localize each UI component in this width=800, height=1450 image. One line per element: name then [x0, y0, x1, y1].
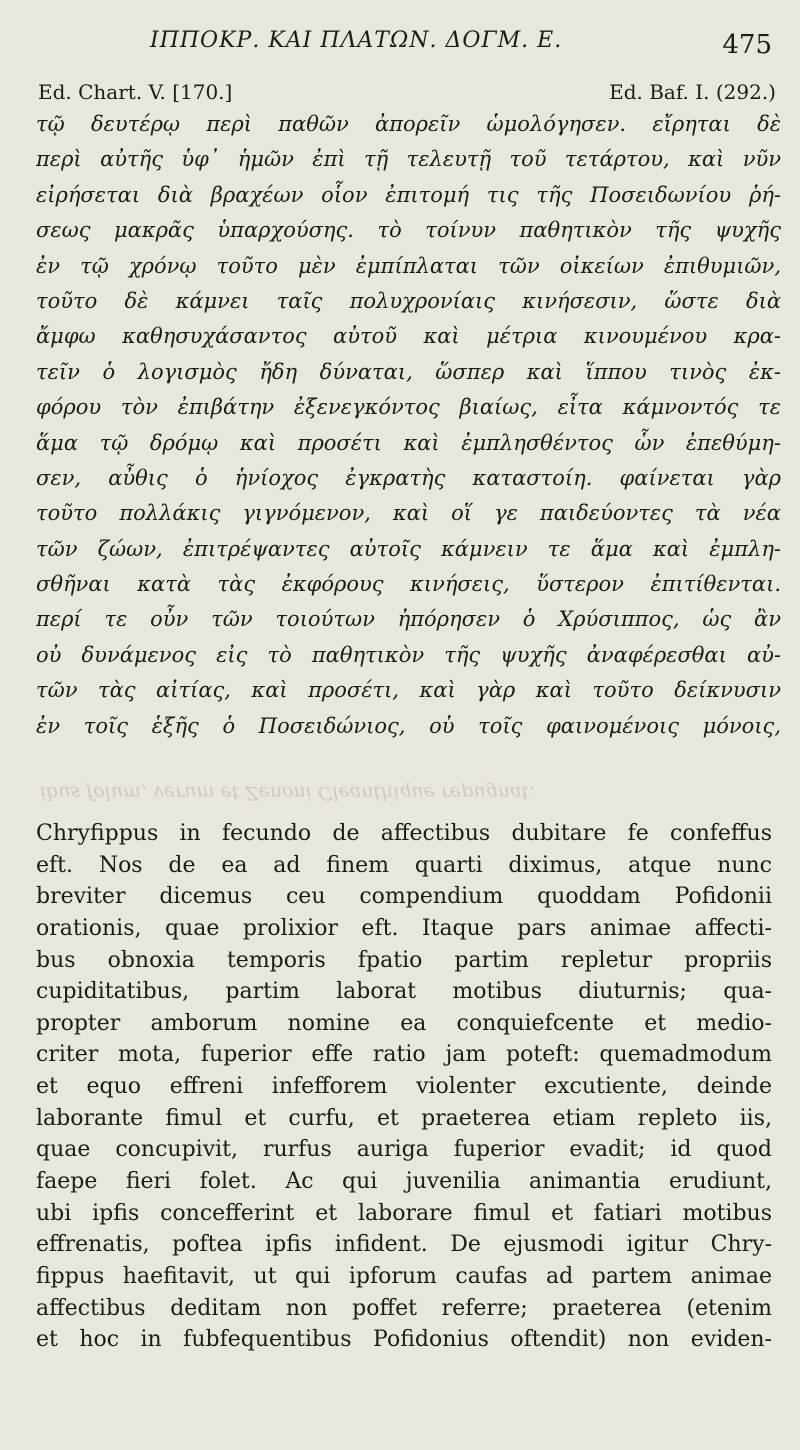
latin-text-block — [36, 818, 772, 1356]
latin-text-line: ubi ipfis concefferint et laborare fimul et fatiari motibus — [36, 1200, 772, 1226]
greek-text-line: ἐν τοῖς ἑξῆς ὁ Ποσειδώνιος, οὐ τοῖς φαινομένοις μόνοις, — [36, 713, 781, 738]
running-head: ΙΠΠΟΚΡ. ΚΑΙ ΠΛΑΤΩΝ. ΔΟΓΜ. Ε. — [150, 28, 563, 53]
latin-text-line: et hoc in fubfequentibus Pofidonius oftendit) non eviden- — [36, 1327, 772, 1353]
greek-text-line: ἅμα τῷ δρόμῳ καὶ προσέτι καὶ ἐμπλησθέντος ὧν ἐπεθύμη- — [36, 430, 781, 455]
page-number: 475 — [722, 30, 772, 60]
greek-text-line: τῶν ζώων, ἐπιτρέψαντες αὐτοῖς κάμνειν τε ἅμα καὶ ἐμπλη- — [36, 536, 781, 561]
greek-text-line: τῷ δευτέρῳ περὶ παθῶν ἀπορεῖν ὡμολόγησεν. εἴρηται δὲ — [36, 112, 781, 136]
bleed-through-text: ibus folum, verum et Zenoni Cleanthique repugnat. — [40, 782, 536, 804]
latin-text-line: bus obnoxia temporis fpatio partim repletur propriis — [36, 947, 772, 973]
greek-text-line: οὐ δυνάμενος εἰς τὸ παθητικὸν τῆς ψυχῆς ἀναφέρεσθαι αὐ- — [36, 642, 781, 667]
latin-text-line: effrenatis, poftea ipfis infident. De ejusmodi igitur Chry- — [36, 1232, 772, 1258]
latin-text-line: fippus haefitavit, ut qui ipforum caufas ad partem animae — [36, 1263, 772, 1289]
latin-text-line: criter mota, fuperior effe ratio jam poteft: quemadmodum — [36, 1042, 772, 1068]
latin-text-line: Chryfippus in fecundo de affectibus dubitare fe confeffus — [36, 821, 772, 846]
greek-text-block — [36, 107, 781, 744]
latin-text-line: laborante fimul et curfu, et praeterea etiam repleto iis, — [36, 1105, 772, 1131]
greek-text-line: εἰρήσεται διὰ βραχέων οἷον ἐπιτομή τις τῆς Ποσειδωνίου ῥή- — [36, 182, 781, 207]
greek-text-line: τοῦτο δὲ κάμνει ταῖς πολυχρονίαις κινήσεσιν, ὥστε διὰ — [36, 288, 781, 313]
greek-text-line: ἐν τῷ χρόνῳ τοῦτο μὲν ἐμπίπλαται τῶν οἰκείων ἐπιθυμιῶν, — [36, 253, 781, 278]
greek-text-line: περὶ αὐτῆς ὑφ᾽ ἡμῶν ἐπὶ τῇ τελευτῇ τοῦ τετάρτου, καὶ νῦν — [36, 147, 781, 172]
greek-text-line: σεν, αὖθις ὁ ἡνίοχος ἐγκρατὴς καταστοίη. φαίνεται γὰρ — [36, 465, 781, 490]
edition-reference-basel: Ed. Baf. I. (292.) — [609, 80, 776, 104]
edition-reference-chartier: Ed. Chart. V. [170.] — [38, 80, 233, 104]
latin-text-line: quae concupivit, rurfus auriga fuperior evadit; id quod — [36, 1137, 772, 1163]
latin-text-line: faepe fieri folet. Ac qui juvenilia animantia erudiunt, — [36, 1169, 772, 1195]
greek-text-line: σεως μακρᾶς ὑπαρχούσης. τὸ τοίνυν παθητικὸν τῆς ψυχῆς — [36, 218, 781, 243]
greek-text-line: ἄμφω καθησυχάσαντος αὐτοῦ καὶ μέτρια κινουμένου κρα- — [36, 324, 781, 349]
greek-text-line: σθῆναι κατὰ τὰς ἐκφόρους κινήσεις, ὕστερον ἐπιτίθενται. — [36, 572, 781, 597]
greek-text-line: περί τε οὖν τῶν τοιούτων ἠπόρησεν ὁ Χρύσιππος, ὡς ἂν — [36, 607, 781, 632]
latin-text-line: breviter dicemus ceu compendium quoddam Pofidonii — [36, 884, 772, 910]
greek-text-line: τεῖν ὁ λογισμὸς ἤδη δύναται, ὥσπερ καὶ ἵππου τινὸς ἐκ- — [36, 359, 781, 384]
latin-text-line: eft. Nos de ea ad finem quarti diximus, atque nunc — [36, 852, 772, 878]
greek-text-line: τοῦτο πολλάκις γιγνόμενον, καὶ οἵ γε παιδεύοντες τὰ νέα — [36, 501, 781, 526]
greek-text-line: τῶν τὰς αἰτίας, καὶ προσέτι, καὶ γὰρ καὶ τοῦτο δείκνυσιν — [36, 678, 781, 703]
latin-text-line: cupiditatibus, partim laborat motibus diuturnis; qua- — [36, 979, 772, 1005]
greek-text-line: φόρου τὸν ἐπιβάτην ἐξενεγκόντος βιαίως, εἶτα κάμνοντός τε — [36, 395, 781, 420]
latin-text-line: orationis, quae prolixior eft. Itaque pars animae affecti- — [36, 915, 772, 941]
latin-text-line: et equo effreni infefforem violenter excutiente, deinde — [36, 1074, 772, 1100]
latin-text-line: affectibus deditam non poffet referre; praeterea (etenim — [36, 1295, 772, 1321]
latin-text-line: propter amborum nomine ea conquiefcente et medio- — [36, 1010, 772, 1036]
